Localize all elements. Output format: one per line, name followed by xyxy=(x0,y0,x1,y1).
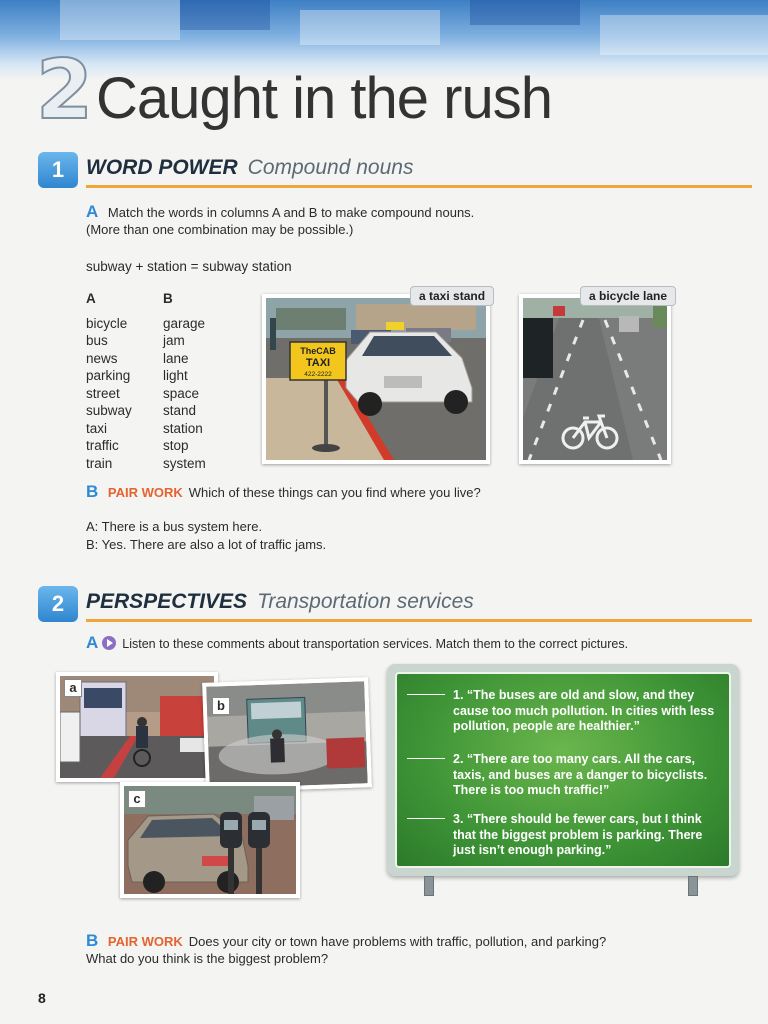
taxi-sign-line1: TheCAB xyxy=(300,346,336,356)
word-item: subway xyxy=(86,403,132,418)
word-item: lane xyxy=(163,350,189,366)
listening-instruction xyxy=(86,634,628,653)
audio-play-icon[interactable] xyxy=(102,636,116,650)
section-word-power-header xyxy=(38,152,748,188)
photo-label-b: b xyxy=(212,697,230,715)
section-title: PERSPECTIVES xyxy=(86,590,248,613)
section-title: WORD POWER xyxy=(86,156,238,179)
word-item: light xyxy=(163,368,188,383)
word-item: traffic xyxy=(86,438,119,453)
comments-board xyxy=(387,664,739,876)
exercise-letter: A xyxy=(86,202,99,221)
answer-blank[interactable] xyxy=(407,694,445,695)
taxi-scene-illustration xyxy=(266,298,486,460)
word-item: bicycle xyxy=(86,315,128,331)
page-number: 8 xyxy=(38,990,46,1006)
word-item: stand xyxy=(163,403,197,418)
comment-3 xyxy=(407,812,727,859)
column-a xyxy=(86,290,132,472)
pair-work-question-line1: Does your city or town have problems with traffic, pollution, and parking? xyxy=(188,934,607,949)
exercise-a-instruction xyxy=(86,203,474,238)
photo-c-parking xyxy=(120,782,300,898)
column-a-header: A xyxy=(86,291,96,306)
unit-title: Caught in the rush xyxy=(96,66,552,131)
taxi-sign-line2: TAXI xyxy=(305,357,331,369)
column-b xyxy=(163,290,206,472)
word-item: system xyxy=(163,455,206,471)
pair-work-question: Which of these things can you find where you live? xyxy=(188,485,481,500)
section-number-badge: 2 xyxy=(38,586,78,622)
word-item: bus xyxy=(86,333,108,348)
comment-text: 1. “The buses are old and slow, and they cause too much pollution. In cities with less pollution, people are healthier.” xyxy=(453,688,715,733)
section-subtitle: Compound nouns xyxy=(247,156,414,179)
bicycle-lane-caption: a bicycle lane xyxy=(580,286,676,306)
comment-2 xyxy=(407,752,727,799)
instruction-line2: (More than one combination may be possible.) xyxy=(86,222,354,237)
word-item: station xyxy=(163,420,203,436)
section-divider xyxy=(86,619,752,622)
word-item: taxi xyxy=(86,420,108,436)
photo-label-a: a xyxy=(64,679,82,697)
exercise-letter: B xyxy=(86,482,99,501)
listening-instruction-text: Listen to these comments about transportation services. Match them to the correct pictures. xyxy=(122,637,629,651)
word-item: stop xyxy=(163,438,189,453)
column-b-header: B xyxy=(163,291,173,306)
answer-blank[interactable] xyxy=(407,818,445,819)
word-item: space xyxy=(163,385,200,401)
exercise-letter: B xyxy=(86,931,99,950)
dialog-line-b: B: Yes. There are also a lot of traffic jams. xyxy=(86,537,327,552)
exercise-b-instruction xyxy=(86,483,481,501)
instruction-line1: Match the words in columns A and B to make compound nouns. xyxy=(107,205,475,220)
word-item: jam xyxy=(163,333,185,348)
section-perspectives-header xyxy=(38,586,748,622)
pair-work-label: PAIR WORK xyxy=(107,934,183,949)
board-post-left xyxy=(424,876,434,896)
board-post-right xyxy=(688,876,698,896)
exercise-2b-instruction xyxy=(86,932,606,967)
photo-b-pollution xyxy=(202,677,372,793)
word-item: street xyxy=(86,385,120,401)
word-item: train xyxy=(86,455,113,471)
dialog-line-a: A: There is a bus system here. xyxy=(86,519,263,534)
word-item: parking xyxy=(86,368,131,383)
comment-text: 2. “There are too many cars. All the cars, taxis, and buses are a danger to bicyclists. There is too much traffic!” xyxy=(453,752,708,797)
example-compound: subway + station = subway station xyxy=(86,259,292,274)
comment-1 xyxy=(407,688,727,735)
taxi-sign-line3: 422-2222 xyxy=(304,371,332,378)
photo-label-c: c xyxy=(128,790,146,808)
word-item: news xyxy=(86,350,118,366)
answer-blank[interactable] xyxy=(407,758,445,759)
word-item: garage xyxy=(163,315,206,331)
bicycle-lane-photo xyxy=(519,294,671,464)
taxi-stand-photo xyxy=(262,294,490,464)
section-number-badge: 1 xyxy=(38,152,78,188)
exercise-letter: A xyxy=(86,633,99,652)
section-divider xyxy=(86,185,752,188)
pair-work-label: PAIR WORK xyxy=(107,485,183,500)
comment-text: 3. “There should be fewer cars, but I think that the biggest problem is parking. There just isn’t enough parking.” xyxy=(453,812,703,857)
taxi-stand-caption: a taxi stand xyxy=(410,286,494,306)
section-subtitle: Transportation services xyxy=(257,590,474,613)
unit-number: 2 xyxy=(36,43,94,138)
pair-work-question-line2: What do you think is the biggest problem? xyxy=(86,951,329,966)
